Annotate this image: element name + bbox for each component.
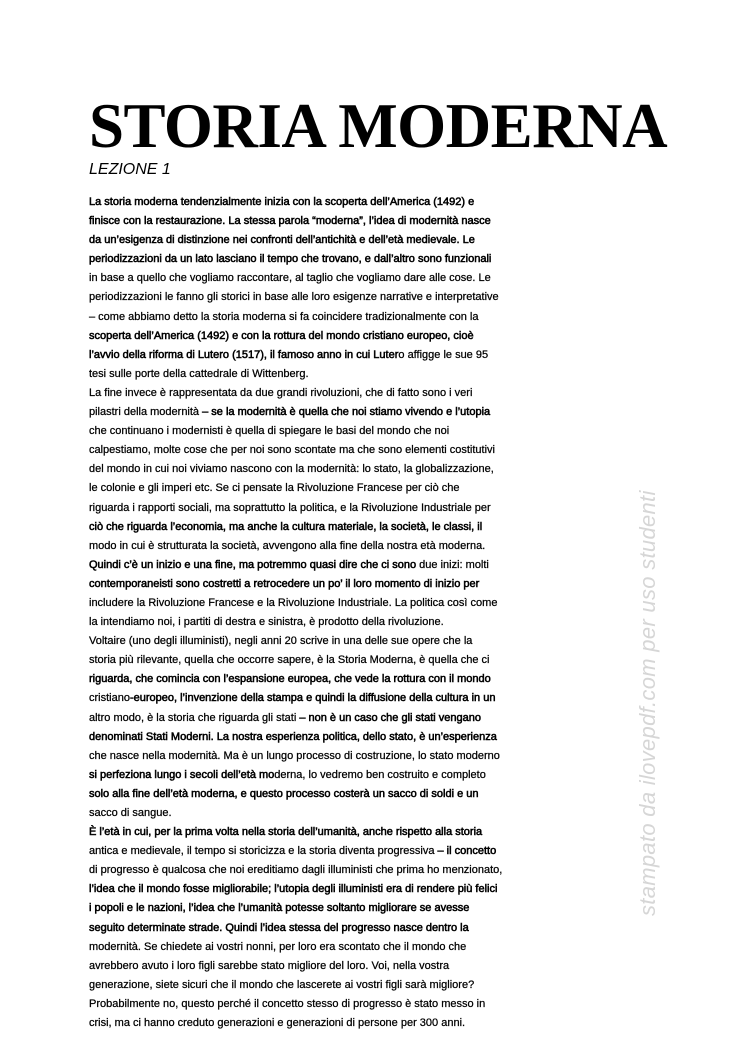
text-line: [89, 804, 659, 823]
text-line: [89, 766, 659, 785]
text-run: che continuano i modernisti è quella di spiegare le basi del mondo che noi: [89, 425, 450, 438]
text-line: [89, 957, 659, 976]
highlighted-text: i popoli e le nazioni, l’idea che l’umanità potesse soltanto migliorare se avesse: [89, 902, 470, 915]
body-text: [89, 193, 659, 1033]
text-line: [89, 689, 659, 708]
watermark: stampato da ilovepdf.com per uso studenti: [635, 490, 660, 916]
text-line: [89, 556, 659, 575]
text-line: [89, 785, 659, 804]
text-run: antica e medievale, il tempo si storicizza e la storia diventa progressiva: [89, 845, 438, 858]
text-run: riguarda i rapporti sociali, ma soprattutto la politica, e la Rivoluzione Industriale per: [89, 501, 491, 514]
text-line: [89, 594, 659, 613]
text-line: [89, 575, 659, 594]
text-run: o affigge le sue 95: [398, 348, 489, 361]
highlighted-text: l’avvio della riforma di Lutero (1517), il famoso anno in cui Luter: [89, 348, 399, 361]
text-run: due inizi: molti: [416, 558, 489, 571]
text-run: modernità. Se chiedete ai vostri nonni, per loro era scontato che il mondo che: [89, 940, 467, 953]
text-run: – come abbiamo detto la storia moderna si fa coincidere tradizionalmente con la: [89, 310, 479, 323]
text-line: [89, 193, 659, 212]
text-run: altro modo, è la storia che riguarda gli stati: [89, 711, 300, 724]
text-run: sacco di sangue.: [89, 807, 172, 819]
text-line: [89, 499, 659, 518]
text-line: [89, 403, 659, 422]
text-run: modo in cui è strutturata la società, avvengono alla fine della nostra età moderna.: [89, 539, 486, 552]
text-line: [89, 709, 659, 728]
text-line: [89, 518, 659, 537]
text-line: [89, 919, 659, 938]
highlighted-text: -europeo, l’invenzione della stampa e quindi la diffusione della cultura in un: [129, 692, 496, 705]
text-run: generazione, siete sicuri che il mondo che lascerete ai vostri figli sarà migliore?: [89, 978, 475, 991]
text-line: [89, 346, 659, 365]
text-line: [89, 537, 659, 556]
text-line: [89, 613, 659, 632]
highlighted-text: È l’età in cui, per la prima volta nella storia dell’umanità, anche rispetto alla storia: [89, 826, 483, 839]
highlighted-text: Quindi c’è un inizio e una fine, ma potremmo quasi dire che ci sono: [89, 558, 417, 571]
text-line: [89, 880, 659, 899]
text-line: [89, 384, 659, 403]
text-run: crisi, ma ci hanno creduto generazioni e generazioni di persone per 300 anni.: [89, 1017, 466, 1030]
text-line: [89, 899, 659, 918]
highlighted-text: periodizzazioni da un lato lasciano il tempo che trovano, e dall’altro sono funzionali: [89, 253, 492, 266]
text-line: [89, 670, 659, 689]
text-run: del mondo in cui noi viviamo nascono con la modernità: lo stato, la globalizzazione,: [89, 463, 494, 476]
highlighted-text: si perfeziona lungo i secoli dell’età mo: [89, 768, 275, 781]
text-line: [89, 651, 659, 670]
text-run: Voltaire (uno degli illuministi), negli anni 20 scrive in una delle sue opere che la: [89, 635, 473, 648]
text-run: di progresso è qualcosa che noi ereditiamo dagli illuministi che prima ho menzionato,: [89, 864, 503, 877]
text-line: [89, 269, 659, 288]
text-line: [89, 231, 659, 250]
text-line: [89, 422, 659, 441]
highlighted-text: La storia moderna tendenzialmente inizia con la scoperta dell’America (1492) e: [89, 196, 475, 208]
text-run: derna, lo vedremo ben costruito e completo: [274, 768, 486, 781]
text-line: [89, 250, 659, 269]
text-run: tesi sulle porte della cattedrale di Wittenberg.: [89, 367, 309, 380]
text-line: [89, 441, 659, 460]
highlighted-text: contemporaneisti sono costretti a retrocedere un po’ il loro momento di inizio per: [89, 577, 480, 590]
text-run: includere la Rivoluzione Francese e la Rivoluzione Industriale. La politica così come: [89, 596, 498, 609]
text-line: [89, 938, 659, 957]
text-line: [89, 842, 659, 861]
text-line: [89, 308, 659, 327]
highlighted-text: seguito determinate strade. Quindi l’idea stessa del progresso nasce dentro la: [89, 921, 469, 934]
lesson-subtitle: LEZIONE 1: [89, 161, 171, 178]
text-line: [89, 288, 659, 307]
text-line: [89, 1014, 659, 1033]
text-run: calpestiamo, molte cose che per noi sono scontate ma che sono elementi costitutivi: [89, 444, 495, 457]
text-line: [89, 632, 659, 651]
text-line: [89, 747, 659, 766]
text-line: [89, 479, 659, 498]
highlighted-text: l’idea che il mondo fosse migliorabile; l’utopia degli illuministi era di rendere più felici: [89, 883, 498, 896]
highlighted-text: ciò che riguarda l’economia, ma anche la cultura materiale, la società, le classi, il: [89, 520, 483, 533]
text-line: [89, 460, 659, 479]
text-line: [89, 995, 659, 1014]
highlighted-text: – se la modernità è quella che noi stiamo vivendo e l’utopia: [202, 406, 491, 419]
text-run: storia più rilevante, quella che occorre sapere, è la Storia Moderna, è quella che ci: [89, 654, 490, 667]
text-line: [89, 728, 659, 747]
text-run: la intendiamo noi, i partiti di destra e sinistra, è prodotto della rivoluzione.: [89, 616, 444, 629]
highlighted-text: da un’esigenza di distinzione nei confronti dell’antichità e dell’età medievale. Le: [89, 234, 475, 247]
highlighted-text: solo alla fine dell’età moderna, e questo processo costerà un sacco di soldi e un: [89, 787, 479, 800]
highlighted-text: – il concetto: [437, 845, 497, 858]
highlighted-text: – non è un caso che gli stati vengano: [299, 711, 481, 724]
page-title: STORIA MODERNA: [89, 91, 668, 161]
text-run: in base a quello che vogliamo raccontare, al taglio che vogliamo dare alle cose. Le: [89, 272, 491, 285]
text-line: [89, 861, 659, 880]
text-run: periodizzazioni le fanno gli storici in base alle loro esigenze narrative e interpretative: [89, 291, 499, 304]
highlighted-text: scoperta dell’America (1492) e con la rottura del mondo cristiano europeo, cioè: [89, 329, 474, 342]
text-line: [89, 976, 659, 995]
text-line: [89, 327, 659, 346]
text-run: pilastri della modernità: [89, 406, 203, 419]
text-run: avrebbero avuto i loro figli sarebbe stato migliore del loro. Voi, nella vostra: [89, 959, 450, 972]
text-line: [89, 823, 659, 842]
text-line: [89, 212, 659, 231]
text-run: La fine invece è rappresentata da due grandi rivoluzioni, che di fatto sono i veri: [89, 386, 473, 399]
highlighted-text: riguarda, che comincia con l’espansione europea, che vede la rottura con il mondo: [89, 673, 491, 686]
text-run: Probabilmente no, questo perché il concetto stesso di progresso è stato messo in: [89, 997, 486, 1010]
text-run: le colonie e gli imperi etc. Se ci pensate la Rivoluzione Francese per ciò che: [89, 482, 460, 495]
highlighted-text: finisce con la restaurazione. La stessa parola “moderna”, l’idea di modernità nasce: [89, 215, 491, 228]
text-line: [89, 365, 659, 384]
highlighted-text: denominati Stati Moderni. La nostra esperienza politica, dello stato, è un’esperienza: [89, 730, 497, 743]
text-run: che nasce nella modernità. Ma è un lungo processo di costruzione, lo stato moderno: [89, 749, 500, 762]
text-run: cristiano: [89, 692, 130, 705]
